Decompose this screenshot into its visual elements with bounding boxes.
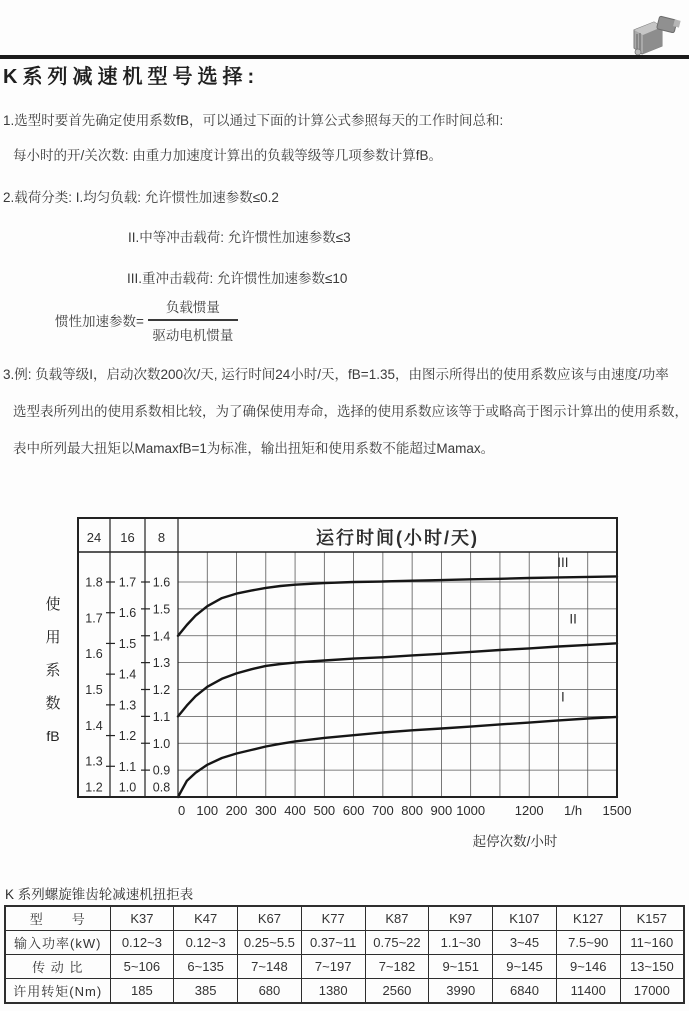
table-cell: 11400	[556, 979, 620, 1004]
table-cell: K87	[365, 906, 429, 931]
curve-label-III: III	[557, 555, 569, 571]
scale-value: 1.0	[118, 780, 137, 795]
formula-label: 惯性加速参数=	[55, 314, 144, 329]
x-tick-label: 1000	[456, 803, 486, 818]
scale-value: 1.4	[118, 667, 137, 682]
chart-x-axis-label: 起停次数/小时	[472, 834, 558, 849]
table-row-power	[5, 931, 684, 955]
x-tick-label: 1500	[602, 803, 632, 818]
example-line-3: 表中所列最大扭矩以MamaxfB=1为标准，输出扭矩和使用系数不能超过Mamax。	[13, 441, 495, 456]
scale-value: 1.7	[85, 611, 103, 626]
x-tick-label: 400	[284, 803, 306, 818]
formula-denominator: 驱动电机惯量	[152, 328, 234, 343]
hours-column-label: 24	[86, 530, 102, 545]
table-cell: 13~150	[620, 955, 684, 979]
table-cell: 1.1~30	[429, 931, 493, 955]
table-cell: 7~197	[301, 955, 365, 979]
scale-value: 0.8	[152, 780, 171, 795]
scale-value: 1.8	[85, 575, 103, 590]
table-cell: 2560	[365, 979, 429, 1004]
table-cell: 传 动 比	[5, 955, 110, 979]
table-cell: 0.12~3	[174, 931, 238, 955]
x-tick-label: 900	[430, 803, 453, 818]
table-row-ratio	[5, 955, 684, 979]
scale-value: 1.2	[152, 683, 171, 697]
scale-value: 1.5	[85, 683, 103, 697]
table-cell: K67	[238, 906, 302, 931]
table-cell: 0.25~5.5	[238, 931, 302, 955]
table-cell: 17000	[620, 979, 684, 1004]
usage-factor-chart	[30, 505, 660, 860]
table-cell: K77	[301, 906, 365, 931]
scale-value: 0.9	[152, 763, 171, 778]
scale-value: 1.3	[152, 656, 171, 671]
x-tick-label: 1200	[514, 803, 544, 818]
table-cell: 1380	[301, 979, 365, 1004]
scale-value: 1.3	[118, 698, 137, 713]
table-cell: K97	[429, 906, 493, 931]
table-title: K 系列螺旋锥齿轮减速机扭拒表	[5, 887, 194, 902]
chart-curves	[178, 576, 617, 797]
table-cell: 7~182	[365, 955, 429, 979]
table-cell: 185	[110, 979, 174, 1004]
chart-title: 运行时间(小时/天)	[316, 528, 479, 548]
chart-grid	[178, 552, 617, 797]
ylabel-char: fB	[46, 728, 60, 744]
table-cell: 3~45	[493, 931, 557, 955]
example-line-1: 3.例: 负载等级I，启动次数200次/天, 运行时间24小时/天，fB=1.35，由图示所得出的使用系数应该与由速度/功率	[3, 367, 669, 382]
load-class-line-2: II.中等冲击载荷: 允许惯性加速参数≤3	[128, 230, 351, 245]
scale-value: 1.2	[85, 780, 103, 795]
scale-value: 1.4	[152, 629, 171, 644]
table-cell: K127	[556, 906, 620, 931]
ylabel-char: 用	[45, 629, 61, 646]
scale-value: 1.4	[85, 718, 103, 733]
formula-numerator: 负载惯量	[148, 296, 238, 321]
hours-column-label: 8	[157, 530, 166, 545]
inertia-formula	[55, 296, 238, 344]
table-cell: 7.5~90	[556, 931, 620, 955]
table-cell: 385	[174, 979, 238, 1004]
scale-value: 1.0	[152, 736, 171, 751]
x-tick-label: 100	[196, 803, 219, 818]
intro-line-1: 1.选型时要首先确定使用系数fB，可以通过下面的计算公式参照每天的工作时间总和:	[3, 113, 504, 128]
table-cell: K47	[174, 906, 238, 931]
table-row-torque	[5, 979, 684, 1004]
scale-value: 1.7	[118, 575, 137, 590]
page-title: K系列减速机型号选择:	[3, 66, 260, 88]
table-row-models	[5, 906, 684, 931]
scale-value: 1.1	[118, 759, 137, 774]
load-class-line-3: III.重冲击载荷: 允许惯性加速参数≤10	[127, 271, 348, 286]
table-cell: 许用转矩(Nm)	[5, 979, 110, 1004]
curve-I	[178, 717, 617, 797]
table-cell: 9~151	[429, 955, 493, 979]
x-tick-label: 600	[342, 803, 365, 818]
table-cell: K107	[493, 906, 557, 931]
table-cell: 输入功率(kW)	[5, 931, 110, 955]
table-cell: 0.12~3	[110, 931, 174, 955]
torque-table	[4, 905, 685, 1004]
hours-column-label: 16	[120, 530, 135, 545]
table-cell: 0.37~11	[301, 931, 365, 955]
ylabel-char: 数	[45, 695, 61, 712]
scale-value: 1.6	[85, 647, 103, 662]
scale-value: 1.2	[118, 729, 137, 744]
table-cell: 7~148	[238, 955, 302, 979]
table-cell: K37	[110, 906, 174, 931]
table-cell: 0.75~22	[365, 931, 429, 955]
table-cell: 型 号	[5, 906, 110, 931]
table-cell: K157	[620, 906, 684, 931]
load-class-line-1: 2.载荷分类: I.均匀负载: 允许惯性加速参数≤0.2	[3, 190, 279, 205]
x-tick-label: 300	[254, 803, 277, 818]
x-tick-label: 200	[225, 803, 248, 818]
formula-fraction	[148, 296, 238, 344]
table-cell: 680	[238, 979, 302, 1004]
x-tick-label: 1/h	[564, 803, 583, 818]
x-tick-label: 500	[313, 803, 336, 818]
ylabel-char: 使	[45, 596, 61, 613]
table-cell: 3990	[429, 979, 493, 1004]
scale-value: 1.1	[152, 709, 171, 724]
x-tick-label: 800	[401, 803, 423, 818]
ylabel-char: 系	[45, 662, 61, 679]
x-tick-label: 0	[178, 803, 186, 818]
scale-value: 1.3	[85, 754, 103, 769]
intro-line-2: 每小时的开/关次数: 由重力加速度计算出的负载等级等几项参数计算fB。	[13, 148, 443, 163]
table-cell: 6~135	[174, 955, 238, 979]
table-cell: 9~145	[493, 955, 557, 979]
horizontal-divider	[0, 55, 689, 59]
example-line-2: 选型表所列出的使用系数相比较，为了确保使用寿命，选择的使用系数应该等于或略高于图示计算出的使用系数，	[13, 404, 688, 419]
table-cell: 11~160	[620, 931, 684, 955]
scale-value: 1.6	[118, 606, 137, 621]
scale-value: 1.5	[118, 636, 137, 651]
curve-label-I: I	[560, 689, 565, 705]
gearbox-photo	[622, 12, 684, 58]
table-cell: 9~146	[556, 955, 620, 979]
curve-III	[178, 576, 617, 635]
x-tick-label: 700	[372, 803, 394, 818]
curve-II	[178, 643, 617, 716]
scale-value: 1.6	[152, 575, 171, 590]
curve-label-II: II	[569, 611, 577, 627]
scale-value: 1.5	[152, 602, 171, 617]
table-cell: 5~106	[110, 955, 174, 979]
table-cell: 6840	[493, 979, 557, 1004]
